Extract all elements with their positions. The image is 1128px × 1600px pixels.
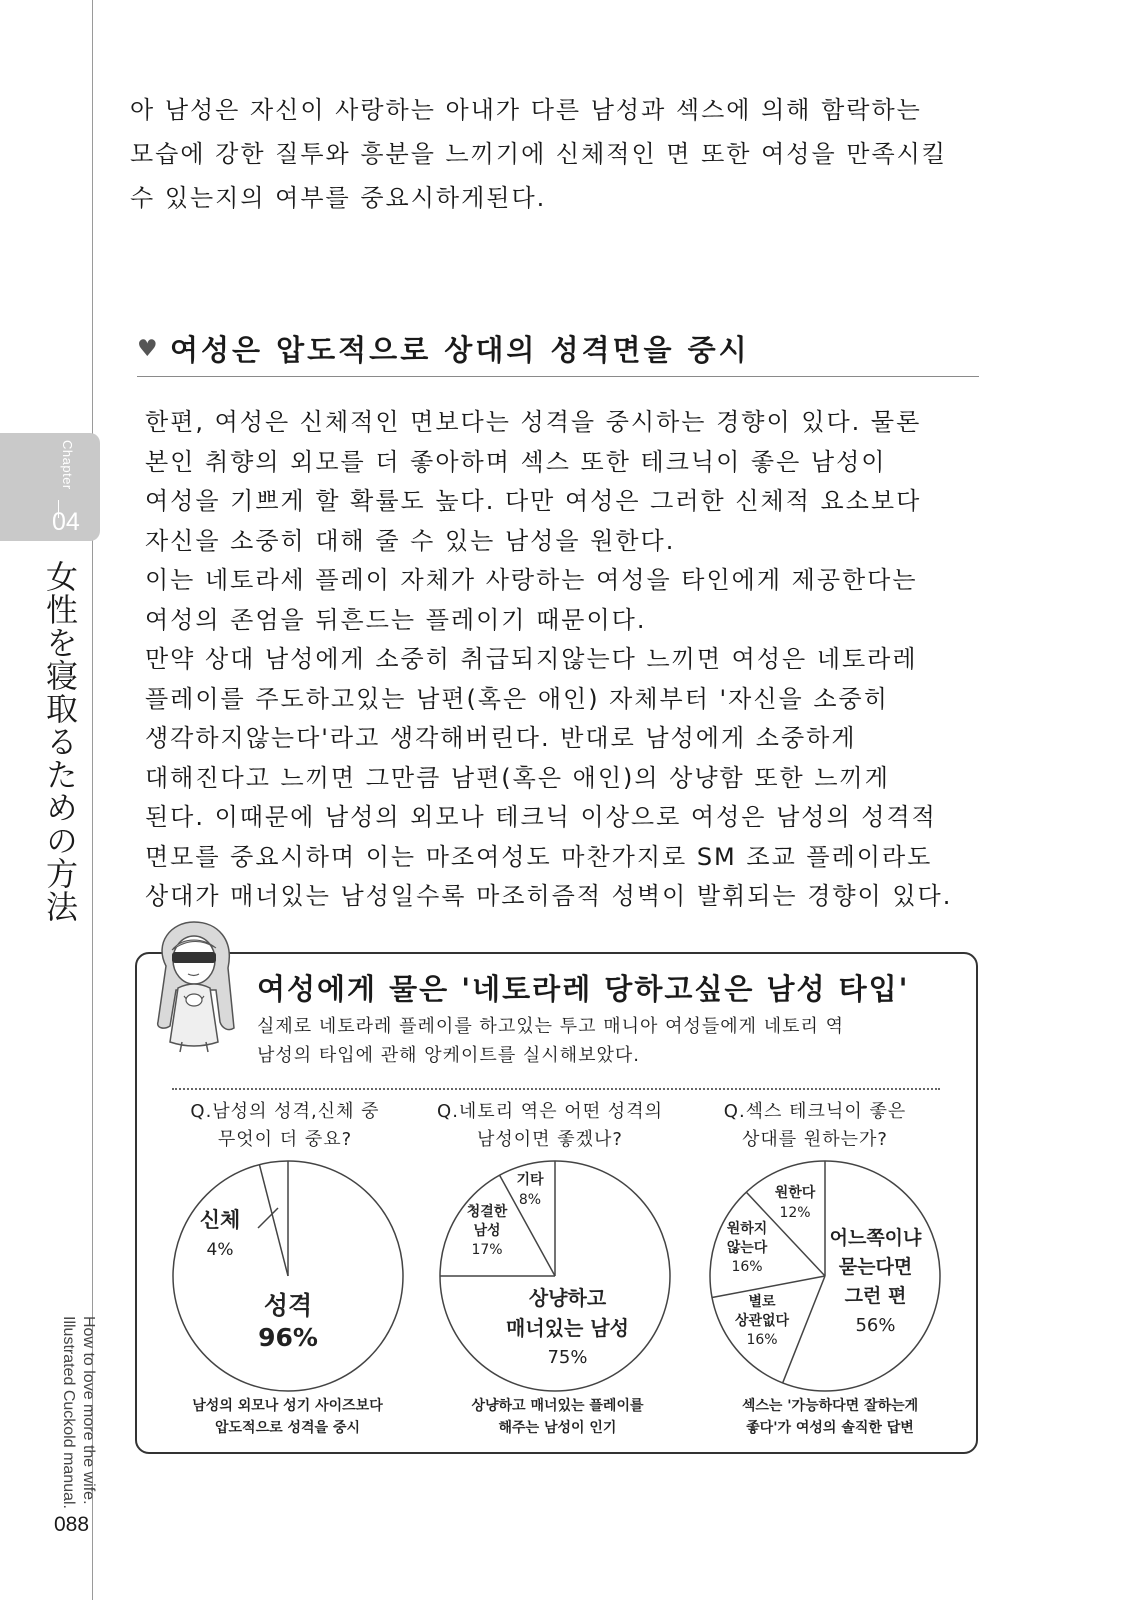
- slice-value: 17%: [471, 1242, 503, 1258]
- question-3-line2: 상대를 원하는가?: [742, 1129, 888, 1150]
- pie-2-label-clean: [457, 1203, 517, 1260]
- blindfolded-girl-illustration: [136, 918, 251, 1053]
- question-3-line1: Q.섹스 테크닉이 좋은: [723, 1101, 907, 1122]
- pie-2-label-kind: [490, 1283, 645, 1373]
- question-1-line2: 무엇이 더 중요?: [217, 1129, 353, 1150]
- intro-paragraph: [130, 88, 947, 220]
- survey-description-line: 남성의 타입에 관해 앙케이트를 실시해보았다.: [257, 1045, 640, 1066]
- body-line: 대해진다고 느끼면 그만큼 남편(혹은 애인)의 상냥함 또한 느끼게: [145, 763, 890, 792]
- pie-1-label-body: [195, 1205, 245, 1265]
- chapter-title: 女性を寝取るための方法: [41, 560, 79, 923]
- slice-value: 12%: [779, 1205, 811, 1221]
- slice-value: 56%: [855, 1315, 896, 1336]
- pie-3-label-indifferent: [727, 1293, 797, 1350]
- slice-value: 8%: [518, 1192, 542, 1208]
- slice-label: 어느쪽이냐: [829, 1227, 922, 1249]
- survey-description: [257, 1012, 844, 1070]
- slice-value: 75%: [547, 1347, 588, 1368]
- body-line: 여성을 기쁘게 할 확률도 높다. 다만 여성은 그러한 신체적 요소보다: [145, 487, 922, 515]
- body-line: 여성의 존엄을 뒤흔드는 플레이기 때문이다.: [145, 605, 647, 634]
- body-line: 생각하지않는다'라고 생각해버린다. 반대로 남성에게 소중하게: [145, 724, 857, 752]
- survey-description-line: 실제로 네토라레 플레이를 하고있는 투고 매니아 여성들에게 네토리 역: [257, 1016, 845, 1037]
- slice-label: 원한다: [774, 1185, 816, 1201]
- pie-3-label-want: [760, 1183, 830, 1223]
- caption-2-line2: 해주는 남성이 인기: [498, 1420, 617, 1436]
- intro-line: 수 있는지의 여부를 중요시하게된다.: [130, 184, 547, 212]
- dotted-divider: [172, 1088, 940, 1090]
- slice-value: 96%: [258, 1323, 318, 1352]
- caption-1-line1: 남성의 외모나 성기 사이즈보다: [192, 1398, 383, 1414]
- caption-2-line1: 상냥하고 매너있는 플레이를: [471, 1398, 644, 1414]
- slice-label: 원하지: [726, 1221, 768, 1237]
- slice-label: 매너있는 남성: [506, 1316, 629, 1340]
- chapter-tab: [0, 433, 100, 541]
- intro-line: 모습에 강한 질투와 흥분을 느끼기에 신체적인 면 또한 여성을 만족시킬: [130, 140, 947, 168]
- body-line: 만약 상대 남성에게 소중히 취급되지않는다 느끼면 여성은 네토라레: [145, 645, 918, 673]
- slice-label: 청결한: [466, 1204, 508, 1220]
- book-subtitle-line2: Illustrated Cuckold manual.: [60, 1316, 77, 1509]
- section-heading: [137, 328, 979, 377]
- slice-label: 별로: [748, 1294, 776, 1310]
- caption-2: [430, 1395, 685, 1439]
- caption-3-line2: 좋다'가 여성의 솔직한 답변: [746, 1420, 914, 1436]
- slice-value: 16%: [731, 1259, 763, 1275]
- question-2: [415, 1098, 685, 1154]
- body-line: 자신을 소중히 대해 줄 수 있는 남성을 원한다.: [145, 526, 676, 555]
- slice-label: 남성: [473, 1223, 501, 1239]
- caption-1: [160, 1395, 415, 1439]
- question-3: [690, 1098, 940, 1154]
- slice-label: 상관없다: [734, 1313, 790, 1329]
- slice-label: 기타: [516, 1172, 544, 1188]
- body-line: 된다. 이때문에 남성의 외모나 테크닉 이상으로 여성은 남성의 성격적: [145, 803, 937, 831]
- pie-1-label-personality: [238, 1290, 338, 1354]
- slice-label: 성격: [263, 1291, 313, 1320]
- slice-label: 묻는다면: [838, 1256, 913, 1278]
- intro-line: 아 남성은 자신이 사랑하는 아내가 다른 남성과 섹스에 의해 함락하는: [130, 96, 922, 124]
- slice-label: 그런 편: [844, 1285, 907, 1307]
- pie-3-label-dont-want: [716, 1220, 778, 1277]
- body-line: 상대가 매너있는 남성일수록 마조히즘적 성벽이 발휘되는 경향이 있다.: [145, 882, 953, 910]
- question-2-line2: 남성이면 좋겠나?: [477, 1129, 623, 1150]
- body-line: 플레이를 주도하고있는 남편(혹은 애인) 자체부터 '자신을 소중히: [145, 684, 889, 713]
- body-paragraph: [145, 403, 952, 917]
- body-line: 본인 취향의 외모를 더 좋아하며 섹스 또한 테크닉이 좋은 남성이: [145, 447, 887, 476]
- chapter-number: 04: [52, 508, 80, 536]
- survey-title: 여성에게 물은 '네토라레 당하고싶은 남성 타입': [257, 972, 910, 1006]
- caption-3-line1: 섹스는 '가능하다면 잘하는게: [741, 1398, 919, 1414]
- slice-label: 신체: [199, 1208, 241, 1232]
- chapter-label: Chapter: [60, 440, 75, 490]
- pie-3-label-rather-yes: [818, 1224, 933, 1340]
- page-number: 088: [54, 1513, 90, 1536]
- question-1-line1: Q.남성의 성격,신체 중: [190, 1101, 380, 1122]
- slice-value: 16%: [746, 1332, 778, 1348]
- book-subtitle: [58, 1316, 98, 1509]
- pie-chart-1: [170, 1158, 406, 1394]
- body-line: 이는 네토라세 플레이 자체가 사랑하는 여성을 타인에게 제공한다는: [145, 566, 918, 594]
- body-line: 한편, 여성은 신체적인 면보다는 성격을 중시하는 경향이 있다. 물론: [145, 408, 922, 436]
- heart-icon: ♥: [137, 336, 158, 362]
- caption-3: [705, 1395, 955, 1439]
- slice-label: 상냥하고: [528, 1286, 607, 1310]
- question-1: [160, 1098, 410, 1154]
- caption-1-line2: 압도적으로 성격을 중시: [215, 1420, 360, 1436]
- slice-value: 4%: [206, 1240, 234, 1260]
- section-heading-text: 여성은 압도적으로 상대의 성격면을 중시: [170, 333, 750, 367]
- question-2-line1: Q.네토리 역은 어떤 성격의: [437, 1101, 663, 1122]
- slice-label: 않는다: [726, 1240, 768, 1256]
- book-subtitle-line1: How to love more the wife.: [80, 1316, 97, 1505]
- body-line: 면모를 중요시하며 이는 마조여성도 마찬가지로 SM 조교 플레이라도: [145, 842, 933, 871]
